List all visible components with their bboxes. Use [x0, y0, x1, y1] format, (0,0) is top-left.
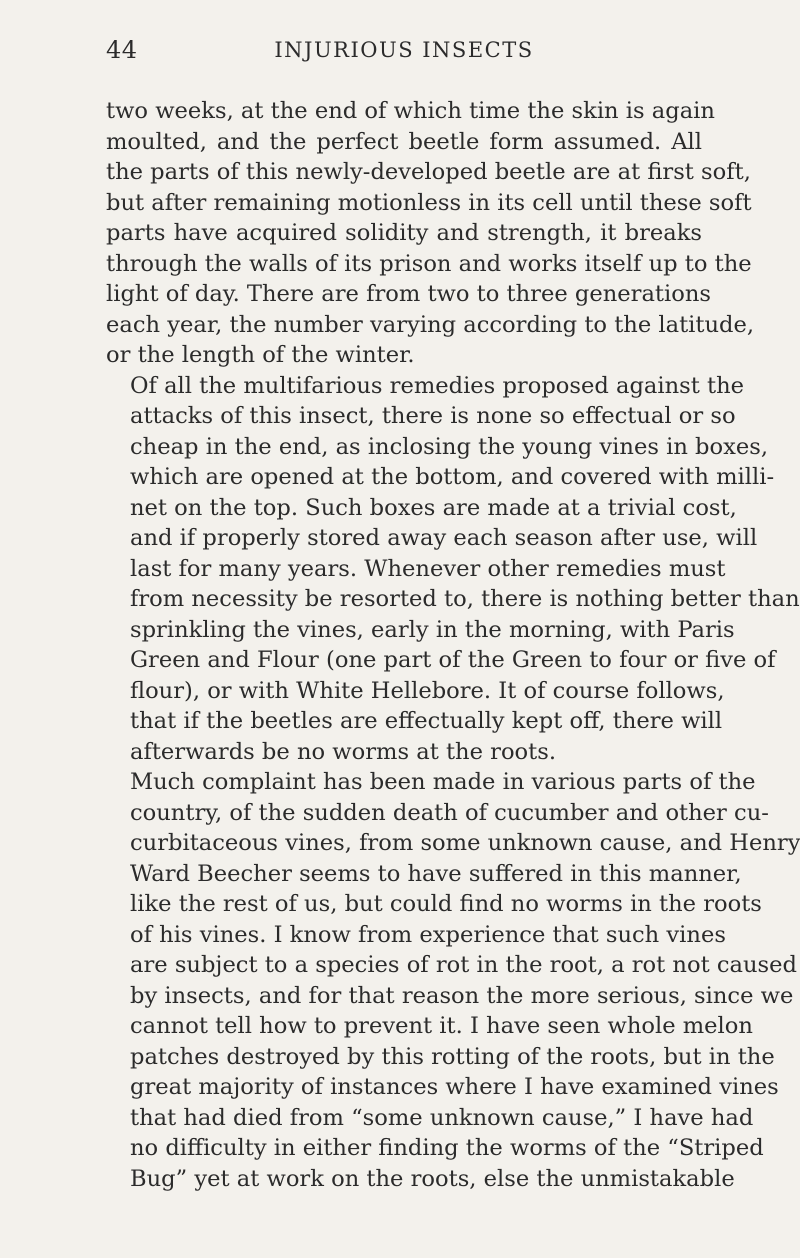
text-line: that had died from “some unknown cause,” I have had	[130, 1104, 754, 1131]
text-line: cheap in the end, as inclosing the young vines in boxes,	[130, 433, 769, 460]
text-line: that if the beetles are effectually kept off, there will	[130, 708, 723, 734]
text-line: or the length of the winter.	[106, 342, 415, 368]
text-line: from necessity be resorted to, there is nothing better than	[130, 586, 800, 612]
text-line: sprinkling the vines, early in the morning, with Paris	[130, 616, 735, 643]
paragraph-2	[106, 371, 800, 768]
text-line: the parts of this newly-developed beetle are at first soft,	[106, 159, 751, 185]
text-line: moulted, and the perfect beetle form assumed. All	[106, 128, 702, 155]
text-line: through the walls of its prison and works itself up to the	[106, 250, 752, 277]
text-line: and if properly stored away each season after use, will	[130, 525, 758, 551]
text-line: by insects, and for that reason the more serious, since we	[130, 982, 794, 1009]
text-line: two weeks, at the end of which time the skin is again	[106, 98, 715, 124]
text-line: afterwards be no worms at the roots.	[130, 738, 557, 765]
text-line: patches destroyed by this rotting of the roots, but in the	[130, 1043, 775, 1070]
paragraph-3	[106, 767, 800, 1194]
text-line: cannot tell how to prevent it. I have seen whole melon	[130, 1013, 753, 1039]
text-line: Green and Flour (one part of the Green to four or five of	[130, 647, 776, 673]
text-line: which are opened at the bottom, and covered with milli-	[130, 464, 775, 490]
text-line: each year, the number varying according to the latitude,	[106, 311, 755, 338]
text-line: are subject to a species of rot in the root, a rot not caused	[130, 952, 797, 978]
page-header	[106, 36, 702, 76]
text-line: Much complaint has been made in various parts of the	[130, 769, 756, 795]
body-text	[106, 96, 800, 1194]
text-line: of his vines. I know from experience that such vines	[130, 921, 726, 948]
text-line: curbitaceous vines, from some unknown cause, and Henry	[130, 830, 800, 856]
text-line: Ward Beecher seems to have suffered in this manner,	[130, 860, 742, 887]
text-line: Of all the multifarious remedies proposed against the	[130, 372, 745, 399]
running-title: INJURIOUS INSECTS	[274, 38, 534, 62]
page-number: 44	[106, 36, 138, 64]
text-line: net on the top. Such boxes are made at a trivial cost,	[130, 494, 737, 521]
text-line: last for many years. Whenever other remedies must	[130, 555, 726, 582]
text-line: parts have acquired solidity and strength, it breaks	[106, 220, 702, 246]
text-line: no difficulty in either finding the worms of the “Striped	[130, 1135, 764, 1161]
paragraph-1	[106, 96, 755, 371]
text-line: Bug” yet at work on the roots, else the unmistakable	[130, 1165, 735, 1192]
text-line: attacks of this insect, there is none so effectual or so	[130, 403, 736, 429]
text-line: great majority of instances where I have examined vines	[130, 1074, 779, 1100]
text-line: but after remaining motionless in its cell until these soft	[106, 189, 752, 216]
text-line: flour), or with White Hellebore. It of course follows,	[130, 677, 725, 704]
text-line: country, of the sudden death of cucumber and other cu-	[130, 799, 769, 826]
text-line: like the rest of us, but could find no worms in the roots	[130, 891, 762, 917]
text-line: light of day. There are from two to three generations	[106, 281, 711, 307]
